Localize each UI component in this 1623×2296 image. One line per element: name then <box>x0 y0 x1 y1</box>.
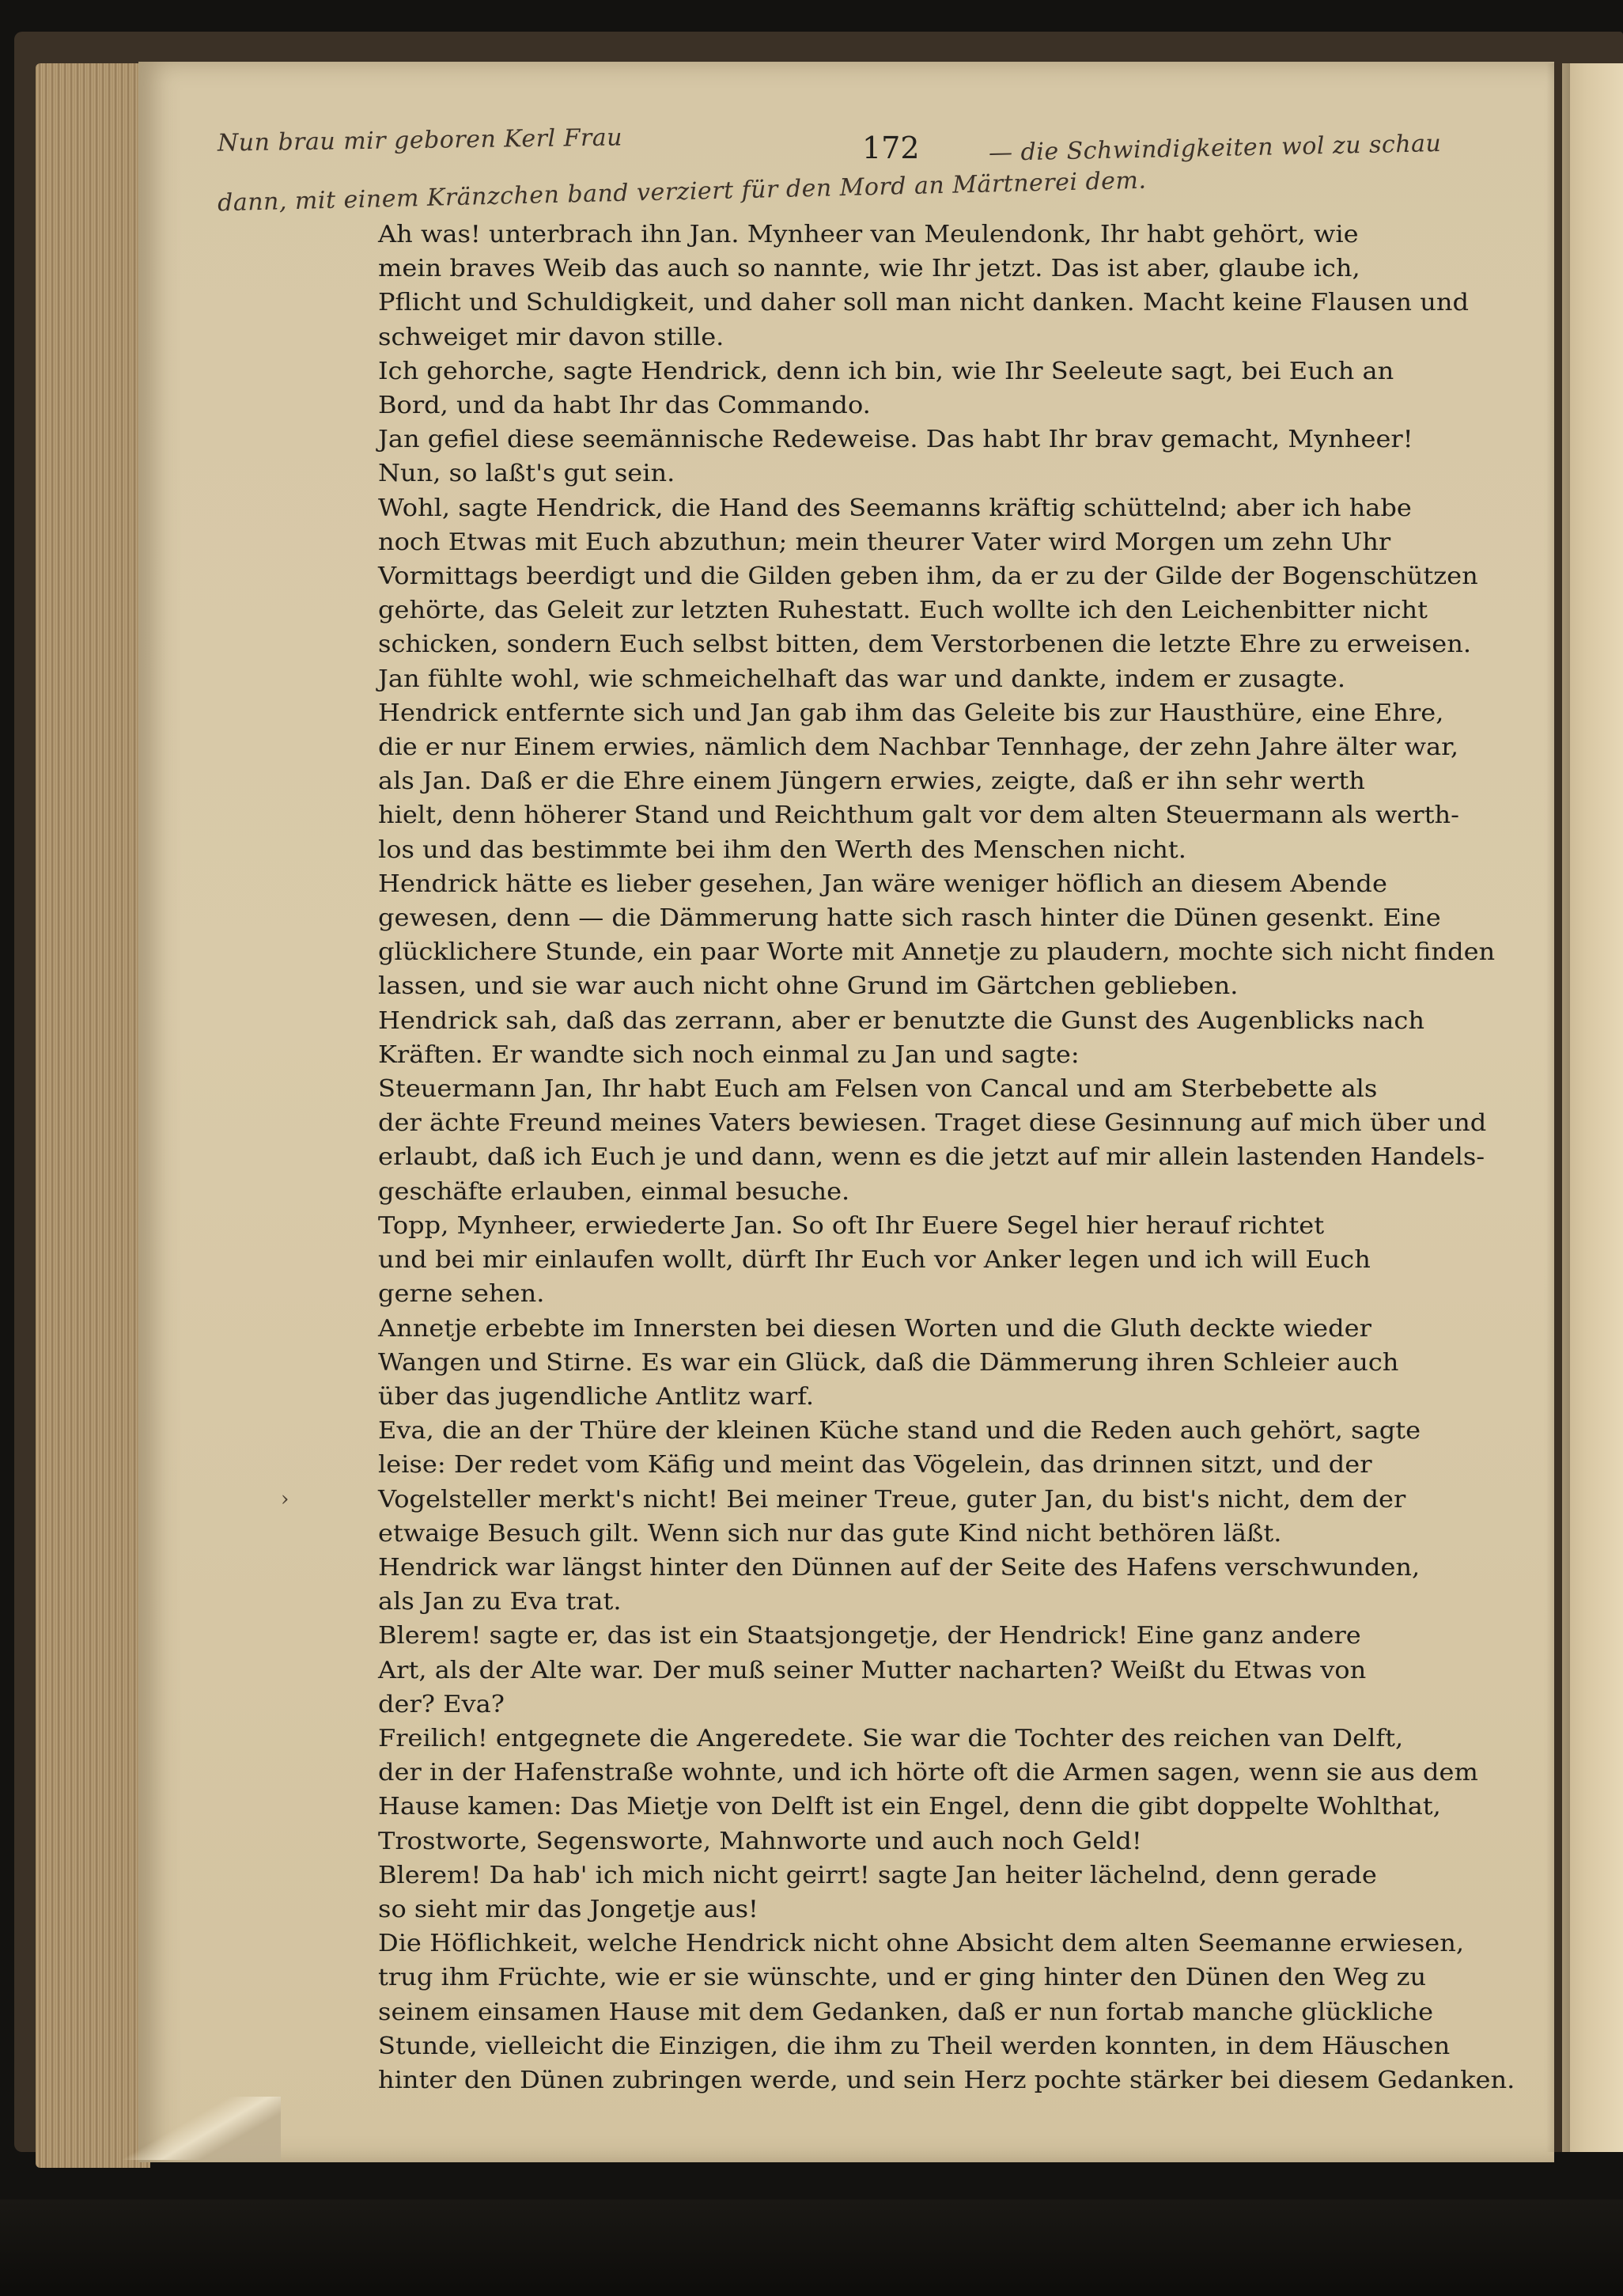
text-line: Hendrick hätte es lieber gesehen, Jan wäre weniger höflich an diesem Abende <box>378 870 1387 898</box>
page-edges-right <box>1562 63 1623 2152</box>
text-line: Hendrick war längst hinter den Dünnen auf der Seite des Hafens verschwunden, <box>378 1553 1421 1582</box>
text-line: Hause kamen: Das Mietje von Delft ist ein Engel, denn die gibt doppelte Wohlthat, <box>378 1793 1441 1821</box>
text-line: gerne sehen. <box>378 1280 545 1309</box>
table-surface <box>0 2199 1623 2296</box>
handwritten-note-line-1: Nun brau mir geboren Kerl Frau <box>217 123 623 157</box>
text-line: schicken, sondern Euch selbst bitten, dem Verstorbenen die letzte Ehre zu erweisen. <box>378 631 1472 659</box>
page-number: 172 <box>862 131 920 165</box>
text-line: schweiget mir davon stille. <box>378 323 724 351</box>
text-line: Die Höflichkeit, welche Hendrick nicht ohne Absicht dem alten Seemanne erwiesen, <box>378 1930 1465 1958</box>
text-line: Art, als der Alte war. Der muß seiner Mutter nacharten? Weißt du Etwas von <box>378 1656 1367 1684</box>
text-line: leise: Der redet vom Käfig und meint das Vögelein, das drinnen sitzt, und der <box>378 1451 1372 1480</box>
text-line: Bord, und da habt Ihr das Commando. <box>378 392 871 420</box>
text-line: so sieht mir das Jongetje aus! <box>378 1895 759 1923</box>
text-line: Annetje erbebte im Innersten bei diesen Worten und die Gluth deckte wieder <box>378 1314 1371 1343</box>
text-line: die er nur Einem erwies, nämlich dem Nachbar Tennhage, der zehn Jahre älter war, <box>378 733 1459 762</box>
page-edges-left <box>36 63 150 2168</box>
text-line: der ächte Freund meines Vaters bewiesen. Traget diese Gesinnung auf mich über und <box>378 1109 1487 1138</box>
text-line: trug ihm Früchte, wie er sie wünschte, und er ging hinter den Dünen den Weg zu <box>378 1964 1427 1992</box>
body-text <box>378 218 1519 2097</box>
text-line: hielt, denn höherer Stand und Reichthum galt vor dem alten Steuermann als werth- <box>378 801 1459 830</box>
text-line: Topp, Mynheer, erwiederte Jan. So oft Ihr Euere Segel hier herauf richtet <box>378 1211 1325 1240</box>
margin-mark: › <box>281 1487 289 1511</box>
text-line: Blerem! sagte er, das ist ein Staatsjongetje, der Hendrick! Eine ganz andere <box>378 1622 1361 1650</box>
text-line: erlaubt, daß ich Euch je und dann, wenn es die jetzt auf mir allein lastenden Handels- <box>378 1143 1485 1172</box>
text-line: hinter den Dünen zubringen werde, und sein Herz pochte stärker bei diesem Gedanken. <box>378 2066 1515 2094</box>
text-line: Hendrick entfernte sich und Jan gab ihm das Geleite bis zur Hausthüre, eine Ehre, <box>378 699 1444 727</box>
text-line: Blerem! Da hab' ich mich nicht geirrt! sagte Jan heiter lächelnd, denn gerade <box>378 1861 1377 1889</box>
text-line: Eva, die an der Thüre der kleinen Küche stand und die Reden auch gehört, sagte <box>378 1417 1421 1445</box>
text-line: Freilich! entgegnete die Angeredete. Sie war die Tochter des reichen van Delft, <box>378 1724 1404 1752</box>
handwritten-note-line-2: — die Schwindigkeiten wol zu schau <box>988 130 1442 167</box>
text-line: Wohl, sagte Hendrick, die Hand des Seemanns kräftig schüttelnd; aber ich habe <box>378 494 1412 522</box>
text-line: Ich gehorche, sagte Hendrick, denn ich bin, wie Ihr Seeleute sagt, bei Euch an <box>378 357 1394 385</box>
text-line: Hendrick sah, daß das zerrann, aber er benutzte die Gunst des Augenblicks nach <box>378 1006 1424 1035</box>
text-line: Vogelsteller merkt's nicht! Bei meiner Treue, guter Jan, du bist's nicht, dem der <box>378 1485 1406 1514</box>
text-line: und bei mir einlaufen wollt, dürft Ihr Euch vor Anker legen und ich will Euch <box>378 1246 1371 1275</box>
text-line: geschäfte erlauben, einmal besuche. <box>378 1177 850 1206</box>
text-line: Wangen und Stirne. Es war ein Glück, daß die Dämmerung ihren Schleier auch <box>378 1348 1399 1377</box>
text-line: glücklichere Stunde, ein paar Worte mit Annetje zu plaudern, mochte sich nicht finden <box>378 938 1496 967</box>
text-line: Pflicht und Schuldigkeit, und daher soll man nicht danken. Macht keine Flausen und <box>378 289 1470 317</box>
text-line: los und das bestimmte bei ihm den Werth des Menschen nicht. <box>378 835 1186 864</box>
text-line: gewesen, denn — die Dämmerung hatte sich rasch hinter die Dünen gesenkt. Eine <box>378 904 1441 933</box>
text-line: Steuermann Jan, Ihr habt Euch am Felsen von Cancal und am Sterbebette als <box>378 1075 1378 1104</box>
gutter-shadow <box>1546 63 1570 2152</box>
text-line: Jan gefiel diese seemännische Redeweise. Das habt Ihr brav gemacht, Mynheer! <box>378 426 1413 454</box>
text-line: Ah was! unterbrach ihn Jan. Mynheer van Meulendonk, Ihr habt gehört, wie <box>378 221 1359 248</box>
text-line: noch Etwas mit Euch abzuthun; mein theurer Vater wird Morgen um zehn Uhr <box>378 528 1391 556</box>
text-line: der? Eva? <box>378 1690 505 1718</box>
text-line: mein braves Weib das auch so nannte, wie Ihr jetzt. Das ist aber, glaube ich, <box>378 255 1360 283</box>
text-line: Kräften. Er wandte sich noch einmal zu Jan und sagte: <box>378 1040 1080 1069</box>
text-line: seinem einsamen Hause mit dem Gedanken, daß er nun fortab manche glückliche <box>378 1998 1434 2026</box>
text-line: über das jugendliche Antlitz warf. <box>378 1382 815 1411</box>
text-line: Trostworte, Segensworte, Mahnworte und auch noch Geld! <box>378 1827 1142 1855</box>
text-line: Jan fühlte wohl, wie schmeichelhaft das war und dankte, indem er zusagte. <box>378 665 1346 693</box>
text-line: Vormittags beerdigt und die Gilden geben ihm, da er zu der Gilde der Bogenschützen <box>378 563 1478 591</box>
text-line: Nun, so laßt's gut sein. <box>378 460 675 488</box>
text-line: gehörte, das Geleit zur letzten Ruhestatt. Euch wollte ich den Leichenbitter nicht <box>378 597 1428 625</box>
page-corner-curl <box>123 2097 281 2160</box>
text-line: lassen, und sie war auch nicht ohne Grund im Gärtchen geblieben. <box>378 972 1239 1001</box>
text-line: als Jan. Daß er die Ehre einem Jüngern erwies, zeigte, daß er ihn sehr werth <box>378 767 1365 796</box>
text-line: der in der Hafenstraße wohnte, und ich hörte oft die Armen sagen, wenn sie aus dem <box>378 1759 1478 1787</box>
text-line: als Jan zu Eva trat. <box>378 1588 622 1616</box>
handwritten-note-line-3: dann, mit einem Kränzchen band verziert für den Mord an Märtnerei dem. <box>217 166 1147 218</box>
text-line: etwaige Besuch gilt. Wenn sich nur das gute Kind nicht bethören läßt. <box>378 1519 1282 1548</box>
text-line: Stunde, vielleicht die Einzigen, die ihm zu Theil werden konnten, in dem Häuschen <box>378 2032 1451 2060</box>
